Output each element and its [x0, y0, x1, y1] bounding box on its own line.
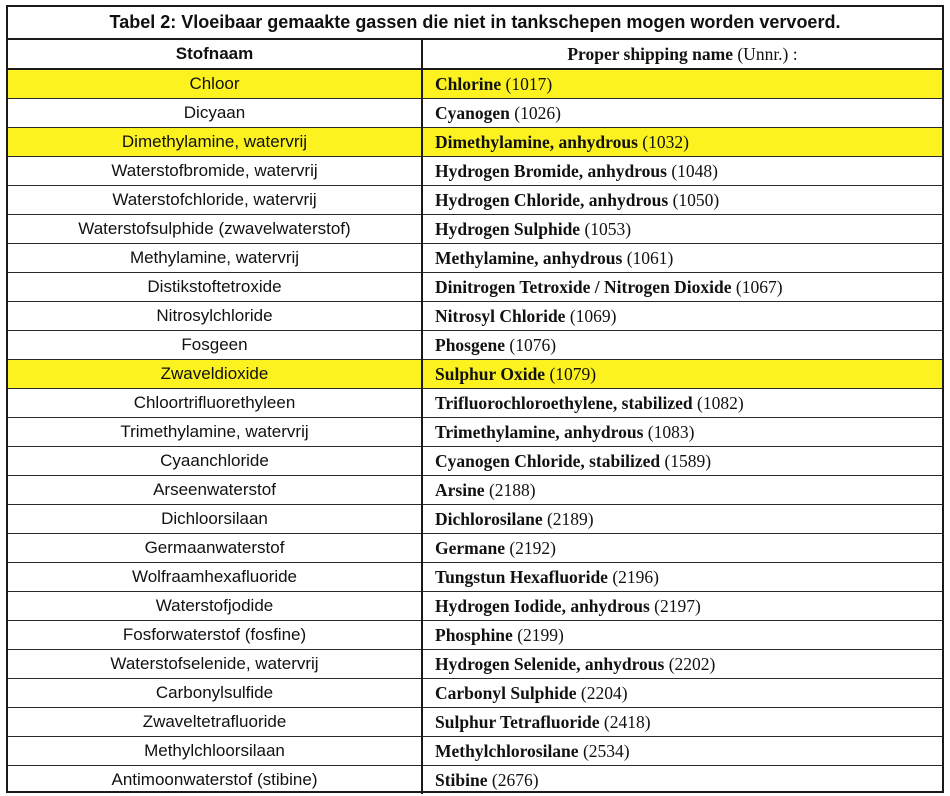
shipping-name: Dimethylamine, anhydrous [435, 131, 638, 152]
table-row [8, 186, 942, 215]
shipping-name: Sulphur Tetrafluoride [435, 711, 600, 732]
table-row [8, 99, 942, 128]
dutch-name-cell: Carbonylsulfide [8, 679, 422, 708]
un-number: (1083) [647, 421, 695, 442]
table-row [8, 69, 942, 99]
dutch-name-cell: Antimoonwaterstof (stibine) [8, 766, 422, 795]
shipping-name-cell [422, 302, 942, 331]
table-row [8, 592, 942, 621]
shipping-name-cell [422, 331, 942, 360]
shipping-name-cell [422, 737, 942, 766]
table-title: Tabel 2: Vloeibaar gemaakte gassen die niet in tankschepen mogen worden vervoerd. [8, 7, 942, 40]
header-row [8, 40, 942, 69]
un-number: (2196) [612, 566, 659, 587]
un-number: (2534) [582, 740, 630, 761]
dutch-name-cell: Dicyaan [8, 99, 422, 128]
un-number: (2188) [488, 479, 536, 500]
dutch-name-cell: Nitrosylchloride [8, 302, 422, 331]
table-row [8, 563, 942, 592]
dutch-name-cell: Germaanwaterstof [8, 534, 422, 563]
un-number: (1069) [569, 305, 617, 326]
dutch-name-cell: Waterstofbromide, watervrij [8, 157, 422, 186]
document-table-sheet [6, 5, 944, 793]
un-number: (1082) [697, 392, 744, 413]
table-row [8, 621, 942, 650]
dutch-name-cell: Fosforwaterstof (fosfine) [8, 621, 422, 650]
dutch-name-cell: Methylchloorsilaan [8, 737, 422, 766]
shipping-name: Hydrogen Selenide, anhydrous [435, 653, 665, 674]
dutch-name-cell: Waterstofjodide [8, 592, 422, 621]
un-number: (2204) [580, 682, 628, 703]
table-row [8, 331, 942, 360]
table-row [8, 650, 942, 679]
shipping-name: Dichlorosilane [435, 508, 543, 529]
dutch-name-cell: Waterstofchloride, watervrij [8, 186, 422, 215]
header-shipping-name-label: Proper shipping name [567, 43, 733, 64]
shipping-name: Hydrogen Iodide, anhydrous [435, 595, 650, 616]
shipping-name: Arsine [435, 479, 485, 500]
shipping-name-cell [422, 389, 942, 418]
shipping-name-cell [422, 360, 942, 389]
table-row [8, 128, 942, 157]
shipping-name-cell [422, 621, 942, 650]
un-number: (2197) [654, 595, 701, 616]
table-row [8, 244, 942, 273]
shipping-name: Hydrogen Chloride, anhydrous [435, 189, 669, 210]
shipping-name-cell [422, 128, 942, 157]
dutch-name-cell: Chloortrifluorethyleen [8, 389, 422, 418]
table-row [8, 273, 942, 302]
shipping-name: Hydrogen Sulphide [435, 218, 581, 239]
header-shipping-name [422, 40, 942, 69]
un-number: (1017) [505, 73, 553, 94]
table-row [8, 766, 942, 795]
shipping-name-cell [422, 534, 942, 563]
un-number: (1061) [626, 247, 674, 268]
un-number: (1032) [642, 131, 689, 152]
shipping-name: Nitrosyl Chloride [435, 305, 566, 326]
shipping-name-cell [422, 679, 942, 708]
dutch-name-cell: Chloor [8, 69, 422, 99]
table-row [8, 708, 942, 737]
shipping-name-cell [422, 215, 942, 244]
shipping-name: Phosgene [435, 334, 505, 355]
shipping-name-cell [422, 186, 942, 215]
un-number: (1079) [549, 363, 597, 384]
dutch-name-cell: Dimethylamine, watervrij [8, 128, 422, 157]
header-stofnaam: Stofnaam [8, 40, 422, 69]
shipping-name-cell [422, 244, 942, 273]
table-row [8, 302, 942, 331]
header-unnr-label: (Unnr.) : [737, 43, 798, 64]
un-number: (1053) [584, 218, 632, 239]
shipping-name-cell [422, 69, 942, 99]
un-number: (2676) [491, 769, 539, 790]
table-row [8, 737, 942, 766]
table-body [8, 69, 942, 794]
dutch-name-cell: Zwaveltetrafluoride [8, 708, 422, 737]
un-number: (2192) [509, 537, 557, 558]
shipping-name: Cyanogen [435, 102, 510, 123]
shipping-name-cell [422, 708, 942, 737]
un-number: (1026) [514, 102, 561, 123]
shipping-name: Trifluorochloroethylene, stabilized [435, 392, 693, 413]
table-row [8, 679, 942, 708]
shipping-name-cell [422, 592, 942, 621]
dutch-name-cell: Waterstofselenide, watervrij [8, 650, 422, 679]
shipping-name-cell [422, 418, 942, 447]
shipping-name: Methylamine, anhydrous [435, 247, 623, 268]
dutch-name-cell: Distikstoftetroxide [8, 273, 422, 302]
dutch-name-cell: Waterstofsulphide (zwavelwaterstof) [8, 215, 422, 244]
gas-table [8, 40, 942, 794]
shipping-name-cell [422, 505, 942, 534]
table-row [8, 360, 942, 389]
shipping-name: Stibine [435, 769, 488, 790]
table-row [8, 534, 942, 563]
table-row [8, 476, 942, 505]
un-number: (1076) [509, 334, 557, 355]
shipping-name-cell [422, 447, 942, 476]
shipping-name-cell [422, 766, 942, 795]
table-row [8, 505, 942, 534]
shipping-name-cell [422, 99, 942, 128]
shipping-name: Carbonyl Sulphide [435, 682, 577, 703]
shipping-name: Tungstun Hexafluoride [435, 566, 608, 587]
shipping-name: Hydrogen Bromide, anhydrous [435, 160, 667, 181]
un-number: (1067) [735, 276, 783, 297]
shipping-name: Methylchlorosilane [435, 740, 579, 761]
shipping-name: Trimethylamine, anhydrous [435, 421, 644, 442]
shipping-name-cell [422, 476, 942, 505]
dutch-name-cell: Arseenwaterstof [8, 476, 422, 505]
dutch-name-cell: Trimethylamine, watervrij [8, 418, 422, 447]
shipping-name-cell [422, 157, 942, 186]
dutch-name-cell: Cyaanchloride [8, 447, 422, 476]
un-number: (1589) [664, 450, 712, 471]
un-number: (1050) [672, 189, 720, 210]
shipping-name: Dinitrogen Tetroxide / Nitrogen Dioxide [435, 276, 732, 297]
shipping-name: Chlorine [435, 73, 502, 94]
dutch-name-cell: Wolfraamhexafluoride [8, 563, 422, 592]
shipping-name-cell [422, 563, 942, 592]
un-number: (2199) [517, 624, 564, 645]
table-row [8, 215, 942, 244]
un-number: (2202) [668, 653, 716, 674]
shipping-name: Cyanogen Chloride, stabilized [435, 450, 661, 471]
table-row [8, 157, 942, 186]
shipping-name-cell [422, 273, 942, 302]
table-row [8, 447, 942, 476]
dutch-name-cell: Dichloorsilaan [8, 505, 422, 534]
shipping-name: Germane [435, 537, 505, 558]
shipping-name: Phosphine [435, 624, 513, 645]
un-number: (2418) [603, 711, 651, 732]
table-row [8, 418, 942, 447]
un-number: (1048) [671, 160, 718, 181]
shipping-name: Sulphur Oxide [435, 363, 546, 384]
dutch-name-cell: Fosgeen [8, 331, 422, 360]
dutch-name-cell: Zwaveldioxide [8, 360, 422, 389]
un-number: (2189) [546, 508, 594, 529]
dutch-name-cell: Methylamine, watervrij [8, 244, 422, 273]
shipping-name-cell [422, 650, 942, 679]
table-row [8, 389, 942, 418]
